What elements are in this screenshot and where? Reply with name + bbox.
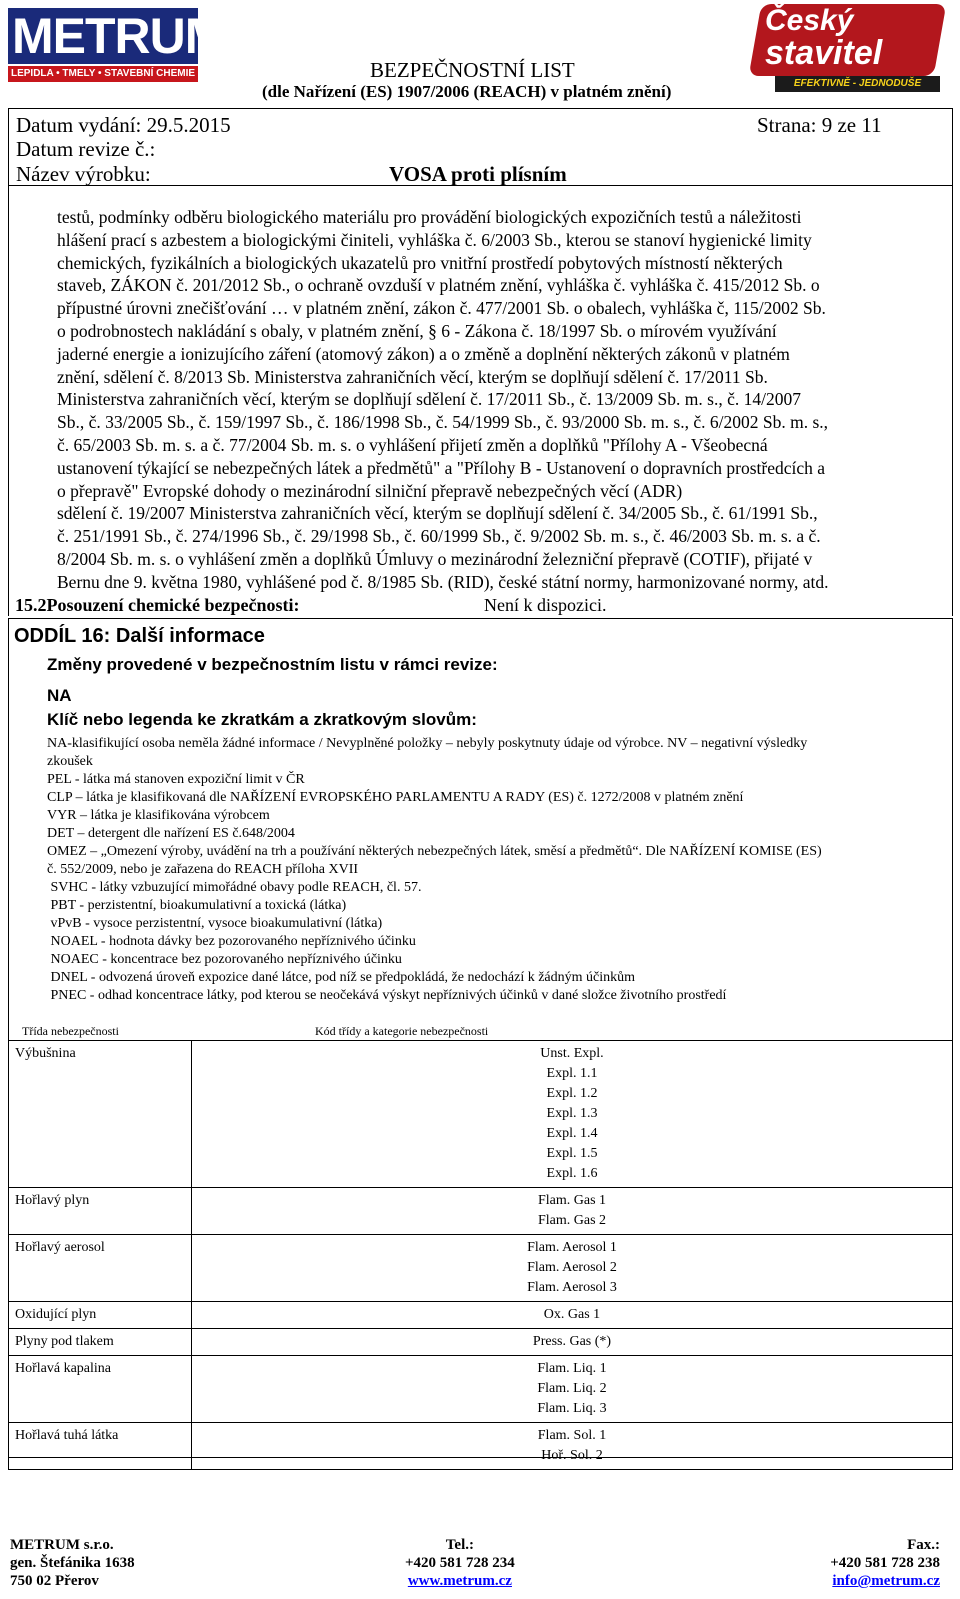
legend-line: PBT - perzistentní, bioakumulativní a toxická (látka) [47,898,347,913]
hazard-code: Expl. 1.1 [546,1066,598,1081]
legend-line: č. 552/2009, nebo je zařazena do REACH příloha XVII [47,862,359,877]
footer-tel: +420 581 728 234 [405,1555,515,1571]
hazard-class-cell: Hořlavý aerosol [9,1235,192,1302]
legend-line: CLP – látka je klasifikovaná dle NAŘÍZENÍ EVROPSKÉHO PARLAMENTU A RADY (ES) č. 1272/2008 v platném znění [47,790,744,805]
footer-contact [405,1536,515,1590]
cesky-stavitel-logo [755,4,940,92]
hazard-code-cell [192,1188,953,1235]
revision-date: Datum revize č.: [16,137,156,161]
legend-line: PEL - látka má stanoven expoziční limit v ČR [47,772,305,787]
product-name: VOSA proti plísním [389,162,567,186]
legal-line: testů, podmínky odběru biologického materiálu pro provádění biologických expozičních testů a náležitosti [57,207,802,227]
hazard-code: Flam. Gas 2 [537,1213,607,1228]
legal-line: Bernu dne 9. května 1980, vyhlášené pod č. 8/1985 Sb. (RID), české státní normy, harmonizované normy, atd. [57,571,829,592]
legend-line: DNEL - odvozená úroveň expozice dané látce, pod níž se předpokládá, že nedochází k žádným účinkům [47,970,636,985]
table-row [9,1235,953,1302]
legal-line: hlášení prací s azbestem a biologickými činiteli, vyhláška č. 6/2003 Sb., kterou se stanoví hygienické limity [57,229,812,250]
abbreviations-legend [47,735,947,1005]
footer-web-link[interactable]: www.metrum.cz [407,1573,512,1589]
hazard-class-cell: Oxidující plyn [9,1302,192,1329]
legend-line: NOAEL - hodnota dávky bez pozorovaného nepříznivého účinku [47,934,416,949]
legal-line: Sb., č. 33/2005 Sb., č. 159/1997 Sb., č. 186/1998 Sb., č. 54/1999 Sb., č. 93/2000 Sb. m. s., č. 6/2002 Sb. m. s., [57,412,828,433]
header-info-box [8,108,953,186]
hazard-code: Expl. 1.4 [546,1126,598,1141]
cesky-stavitel-logo-line1: Český [765,4,854,37]
hazard-code: Flam. Aerosol 1 [527,1240,617,1255]
hazard-code: Flam. Liq. 2 [537,1381,607,1396]
hazard-code-cell [192,1302,953,1329]
product-label: Název výrobku: [16,162,151,186]
footer-fax-label: Fax.: [907,1537,940,1553]
hazard-code: Expl. 1.3 [546,1106,598,1121]
footer-tel-label: Tel.: [445,1537,474,1553]
table-row [9,1423,953,1470]
legal-line: 8/2004 Sb. m. s. o vyhlášení změn a doplňků Úmluvy o mezinárodní železniční přepravě (COTIF), přijaté v [57,548,813,569]
issue-date: Datum vydání: 29.5.2015 [16,113,231,137]
hazard-code: Hoř. Sol. 2 [541,1448,603,1463]
document-subtitle: (dle Nařízení (ES) 1907/2006 (REACH) v platném znění) [262,82,672,101]
hazard-code-cell [192,1329,953,1356]
legal-line: znění, sdělení č. 8/2013 Sb. Ministerstva zahraničních věcí, kterým se doplňují sdělení č. 17/2011 Sb. [57,366,768,387]
table-header-code: Kód třídy a kategorie nebezpečnosti [315,1024,489,1038]
legal-line: jaderné energie a ionizujícího záření (atomový zákon) a o změně a doplnění některých zákonů v platném [57,343,790,364]
hazard-code-cell [192,1041,953,1188]
legal-line: chemických, fyzikálních a biologických ukazatelů pro vnitřní prostředí pobytových místností některých [57,252,783,273]
metrum-logo-word: METRUM [8,8,198,64]
legend-line: SVHC - látky vzbuzující mimořádné obavy podle REACH, čl. 57. [47,880,422,895]
abbreviations-key-label: Klíč nebo legenda ke zkratkám a zkratkovým slovům: [47,710,477,729]
cesky-stavitel-logo-line2: stavitel [765,34,883,72]
hazard-code: Flam. Liq. 3 [537,1401,607,1416]
hazard-class-cell: Hořlavá tuhá látka [9,1423,192,1470]
table-row [9,1041,953,1188]
hazard-code: Flam. Liq. 1 [537,1361,607,1376]
hazard-code: Flam. Gas 1 [537,1193,607,1208]
hazard-class-cell: Hořlavá kapalina [9,1356,192,1423]
legend-line: VYR – látka je klasifikována výrobcem [47,808,270,823]
legend-line: zkoušek [47,754,93,769]
table-row [9,1329,953,1356]
legal-line: sdělení č. 19/2007 Ministerstva zahraničních věcí, kterým se doplňují sdělení č. 34/2005 Sb., č. 61/1991 Sb., [57,503,818,524]
legal-line: ustanovení týkající se nebezpečných látek a předmětů" a "Přílohy B - Ustanovení o dopravních prostředcích a [57,457,826,478]
section-15-2-label: 15.2Posouzení chemické bezpečnosti: [15,595,300,615]
hazard-code: Expl. 1.5 [546,1146,598,1161]
section-15-2-value: Není k dispozici. [484,595,607,615]
legend-line: OMEZ – „Omezení výroby, uvádění na trh a používání některých nebezpečných látek, směsí a předmětů“. Dle NAŘÍZENÍ KOMISE (ES) [47,844,822,859]
footer-company [10,1536,135,1590]
hazard-code: Press. Gas (*) [532,1334,612,1349]
footer-email-link[interactable]: info@metrum.cz [832,1573,940,1589]
hazard-code: Unst. Expl. [540,1046,604,1061]
footer-city: 750 02 Přerov [10,1573,99,1589]
legal-line: o podrobnostech nakládání s obaly, v platném znění, § 6 - Zákona č. 18/1997 Sb. o mírovém využívání [57,320,777,341]
footer-company-name: METRUM s.r.o. [10,1537,114,1553]
legal-line: č. 251/1991 Sb., č. 274/1996 Sb., č. 29/1998 Sb., č. 60/1999 Sb., č. 9/2002 Sb. m. s., č. 46/2003 Sb. m. s. a č. [57,526,821,547]
revision-changes-label: Změny provedené v bezpečnostním listu v rámci revize: [47,655,498,674]
metrum-logo-tagline: LEPIDLA • TMELY • STAVEBNÍ CHEMIE [8,66,198,82]
hazard-code: Ox. Gas 1 [543,1307,601,1322]
legal-line: staveb, ZÁKON č. 201/2012 Sb., o ochraně ovzduší v platném znění, vyhláška č. vyhláška č. 415/2012 Sb. o [57,275,820,296]
legal-line: o přepravě" Evropské dohody o mezinárodní silniční přepravě nebezpečných věcí (ADR) [57,480,683,501]
revision-changes-value: NA [47,686,72,705]
hazard-class-cell: Hořlavý plyn [9,1188,192,1235]
hazard-code: Flam. Aerosol 3 [527,1280,617,1295]
hazard-code-cell [192,1423,953,1470]
footer-fax-number: +420 581 728 238 [830,1555,940,1571]
metrum-logo [8,6,226,96]
legend-line: PNEC - odhad koncentrace látky, pod kterou se neočekává výskyt nepříznivých účinků v dané složce životního prostředí [47,988,727,1003]
page-number: Strana: 9 ze 11 [757,113,882,137]
legend-line: DET – detergent dle nařízení ES č.648/2004 [47,826,295,841]
hazard-table-body [9,1041,953,1470]
hazard-class-table [8,1040,953,1470]
legal-line: Ministerstva zahraničních věcí, kterým se doplňují sdělení č. 17/2011 Sb., č. 13/2009 Sb. m. s., č. 14/2007 [57,389,801,410]
footer-fax [830,1536,940,1590]
hazard-code: Flam. Aerosol 2 [527,1260,617,1275]
document-title: BEZPEČNOSTNÍ LIST [370,58,575,82]
footer-street: gen. Štefánika 1638 [10,1555,135,1571]
table-row [9,1356,953,1423]
table-header-class: Třída nebezpečnosti [22,1024,119,1038]
legend-line: NOAEC - koncentrace bez pozorovaného nepříznivého účinku [47,952,402,967]
hazard-code: Flam. Sol. 1 [537,1428,607,1443]
legend-line: NA-klasifikující osoba neměla žádné informace / Nevyplněné položky – nebyly poskytnuty údaje od výrobce. NV – negativní výsledky [47,736,808,751]
section-16-heading: ODDÍL 16: Další informace [14,625,265,647]
hazard-code-cell [192,1235,953,1302]
legal-references-text [57,206,957,594]
hazard-code: Expl. 1.2 [546,1086,598,1101]
legend-line: vPvB - vysoce perzistentní, vysoce bioakumulativní (látka) [47,916,383,931]
legal-line: přípustné úrovni znečišťování … v platném znění, zákon č. 477/2001 Sb. o obalech, vyhláška č, 115/2002 Sb. [57,298,826,319]
hazard-class-cell: Plyny pod tlakem [9,1329,192,1356]
table-row [9,1188,953,1235]
hazard-code-cell [192,1356,953,1423]
hazard-code: Expl. 1.6 [546,1166,598,1181]
legal-line: č. 65/2003 Sb. m. s. a č. 77/2004 Sb. m. s. o vyhlášení přijetí změn a doplňků "Přílohy A - Všeobecná [57,434,768,455]
hazard-class-cell: Výbušnina [9,1041,192,1188]
table-row [9,1302,953,1329]
cesky-stavitel-logo-tagline: EFEKTIVNĚ - JEDNODUŠE [775,76,940,92]
